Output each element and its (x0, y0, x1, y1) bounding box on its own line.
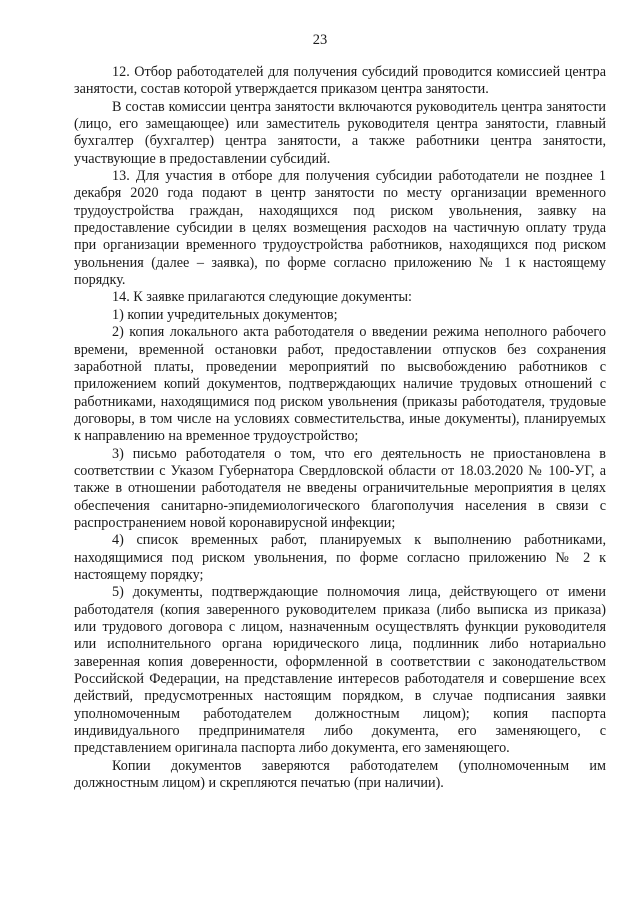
paragraph-attached-documents-heading: 14. К заявке прилагаются следующие документы: (112, 289, 412, 306)
paragraph-application-submission: 13. Для участия в отборе для получения субсидии работодатели не позднее 1 декабря 2020 года подают в центр занятости по месту организации временного трудоустройства граждан, находящихся под риском увольнения, заявку на предоставление субсидии в целях возмещения расходов на частичную оплату труда при организации временного трудоустройства работников, находящихся под риском увольнения (далее – заявка), по форме согласно приложению № 1 к настоящему порядку. (74, 168, 606, 289)
list-item-employer-letter: 3) письмо работодателя о том, что его деятельность не приостановлена в соответствии с Указом Губернатора Свердловской области от 18.03.2020 № 100-УГ, а также в отношении работодателя не введены ограничительные мероприятия в целях обеспечения санитарно-эпидемиологического благополучия населения в связи с распространением новой коронавирусной инфекции; (74, 445, 606, 531)
list-item-founding-documents: 1) копии учредительных документов; (112, 306, 338, 323)
paragraph-selection-commission: 12. Отбор работодателей для получения субсидий проводится комиссией центра занятости, состав которой утверждается приказом центра занятости. (74, 64, 606, 98)
paragraph-certification-note: Копии документов заверяются работодателем (уполномоченным им должностным лицом) и скрепляются печатью (при наличии). (74, 757, 606, 792)
list-item-temporary-works-list: 4) список временных работ, планируемых к выполнению работниками, находящимися под риском увольнения, по форме согласно приложению № 2 к настоящему порядку; (74, 532, 606, 583)
document-body (74, 64, 606, 792)
page-number: 23 (312, 32, 328, 48)
list-item-authority-documents: 5) документы, подтверждающие полномочия лица, действующего от имени работодателя (копия заверенного руководителем приказа (либо выписка из приказа) или трудового договора с лицом, назначенным осуществлять функции руководителя или исполнительного органа юридического лица, подлинник либо нотариально заверенная копия доверенности, оформленной в соответствии с законодательством Российской Федерации, на представление интересов работодателя и совершение всех действий, предусмотренных настоящим порядком, в случае подписания заявки уполномоченным работодателем должностным лицом); копия паспорта индивидуального предпринимателя либо документа, его заменяющего, с представлением оригинала паспорта либо документа, его заменяющего. (74, 584, 606, 757)
paragraph-commission-composition: В состав комиссии центра занятости включаются руководитель центра занятости (лицо, его замещающее) или заместитель руководителя центра занятости, главный бухгалтер (бухгалтер) центра занятости, а также работники центра занятости, участвующие в предоставлении субсидий. (74, 98, 606, 167)
list-item-local-act-copy: 2) копия локального акта работодателя о введении режима неполного рабочего времени, временной остановки работ, предоставлении отпусков без сохранения заработной платы, проведении мероприятий по высвобождению работников с приложением копий документов, подтверждающих наличие трудовых отношений с работниками, находящимися под риском увольнения (приказы работодателя, трудовые договоры, в том числе на условиях совместительства, иные документы), планируемых к направлению на временное трудоустройство; (74, 324, 606, 445)
